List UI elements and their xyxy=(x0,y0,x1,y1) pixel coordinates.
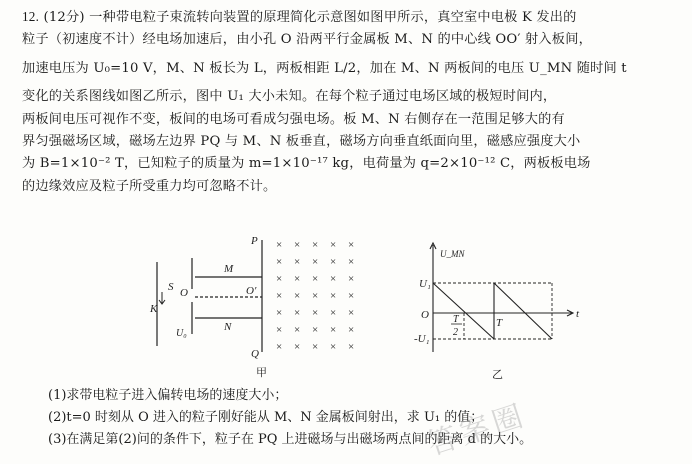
field-cross-icon: × xyxy=(348,290,355,302)
watermark: 答案圈 xyxy=(423,397,531,463)
field-cross-icon: × xyxy=(276,239,283,251)
caption-jia: 甲 xyxy=(256,367,267,379)
sawtooth-segment-1 xyxy=(433,283,494,339)
tick-neg-u1: -U₁ xyxy=(414,333,430,345)
field-cross-icon: × xyxy=(312,324,319,336)
label-s: S xyxy=(168,281,174,293)
field-cross-icon: × xyxy=(276,324,283,336)
tick-half-t-num: T xyxy=(453,314,459,325)
reference-lines xyxy=(433,283,552,339)
field-cross-icon: × xyxy=(348,341,355,353)
problem-number: 12. xyxy=(22,9,40,24)
problem-line-2: 粒子（初速度不计）经电场加速后，由小孔 O 沿两平行金属板 M、N 的中心线 OO′ 射入板间， xyxy=(22,32,592,48)
axis-y-label: U_MN xyxy=(440,249,465,259)
label-q: Q xyxy=(251,348,259,360)
question-2: (2)t=0 时刻从 O 进入的粒子刚好能从 M、N 金属板间射出，求 U₁ 的值； xyxy=(48,410,484,425)
tick-half-t-den: 2 xyxy=(453,327,458,338)
field-cross-icon: × xyxy=(294,324,301,336)
field-cross-icon: × xyxy=(294,239,301,251)
field-cross-icon: × xyxy=(312,307,319,319)
label-o-prime: O′ xyxy=(246,285,257,297)
field-cross-icon: × xyxy=(294,341,301,353)
field-cross-icon: × xyxy=(330,239,337,251)
problem-line-8: 的边缘效应及粒子所受重力均可忽略不计。 xyxy=(22,178,277,194)
label-o: O xyxy=(180,287,188,299)
field-cross-icon: × xyxy=(294,290,301,302)
field-cross-icon: × xyxy=(330,273,337,285)
field-cross-icon: × xyxy=(276,341,283,353)
axis-x-label: t xyxy=(576,308,580,320)
tick-u1: U₁ xyxy=(419,278,431,290)
problem-line-1-text: 一种带电粒子束流转向装置的原理简化示意图如图甲所示，真空室中电极 K 发出的 xyxy=(89,10,577,25)
label-k: K xyxy=(150,303,158,315)
tick-t: T xyxy=(496,317,503,329)
label-n: N xyxy=(224,321,232,333)
field-cross-icon: × xyxy=(276,290,283,302)
caption-yi: 乙 xyxy=(492,369,503,381)
field-cross-icon: × xyxy=(312,239,319,251)
field-cross-icon: × xyxy=(276,307,283,319)
field-cross-icon: × xyxy=(276,273,283,285)
field-cross-icon: × xyxy=(330,324,337,336)
question-3: (3)在满足第(2)问的条件下，粒子在 PQ 上进磁场与出磁场两点间的距离 d 的大小。 xyxy=(48,432,533,447)
problem-line-4: 变化的关系图线如图乙所示，图中 U₁ 大小未知。在每个粒子通过电场区域的极短时间内， xyxy=(22,89,557,105)
problem-line-7: 为 B=1×10⁻² T，已知粒子的质量为 m=1×10⁻¹⁷ kg，电荷量为 q=2×10⁻¹² C，两板板电场 xyxy=(22,156,591,172)
field-cross-icon: × xyxy=(312,273,319,285)
problem-line-6: 界匀强磁场区域，磁场左边界 PQ 与 M、N 板垂直，磁场方向垂直纸面向里，磁感应强度大小 xyxy=(22,134,581,150)
label-m: M xyxy=(224,263,234,275)
sawtooth-segment-2 xyxy=(494,283,552,339)
field-cross-icon: × xyxy=(276,256,283,268)
field-cross-icon: × xyxy=(294,256,301,268)
label-p: P xyxy=(251,235,258,247)
field-cross-icon: × xyxy=(348,256,355,268)
label-u0: U₀ xyxy=(176,328,187,339)
field-cross-icon: × xyxy=(348,324,355,336)
problem-score: (12分) xyxy=(43,10,85,25)
field-cross-icon: × xyxy=(348,273,355,285)
origin-label: O xyxy=(421,309,429,321)
field-cross-icon: × xyxy=(312,256,319,268)
field-cross-icon: × xyxy=(330,290,337,302)
field-cross-icon: × xyxy=(294,307,301,319)
problem-line-5: 两板间电压可视作不变，板间的电场可看成匀强电场。板 M、N 右侧存在一范围足够大的有 xyxy=(22,111,565,127)
field-cross-icon: × xyxy=(312,341,319,353)
problem-line-3: 加速电压为 U₀=10 V，M、N 板长为 L，两板相距 L/2，加在 M、N 两板间的电压 U_MN 随时间 t xyxy=(22,60,627,76)
field-cross-icon: × xyxy=(330,307,337,319)
field-cross-icon: × xyxy=(330,341,337,353)
field-cross-icon: × xyxy=(348,239,355,251)
field-cross-icon: × xyxy=(330,256,337,268)
questions-list xyxy=(48,385,678,451)
field-cross-icon: × xyxy=(348,307,355,319)
field-cross-icon: × xyxy=(294,273,301,285)
field-cross-icon: × xyxy=(312,290,319,302)
question-1: (1)求带电粒子进入偏转电场的速度大小； xyxy=(48,388,288,403)
